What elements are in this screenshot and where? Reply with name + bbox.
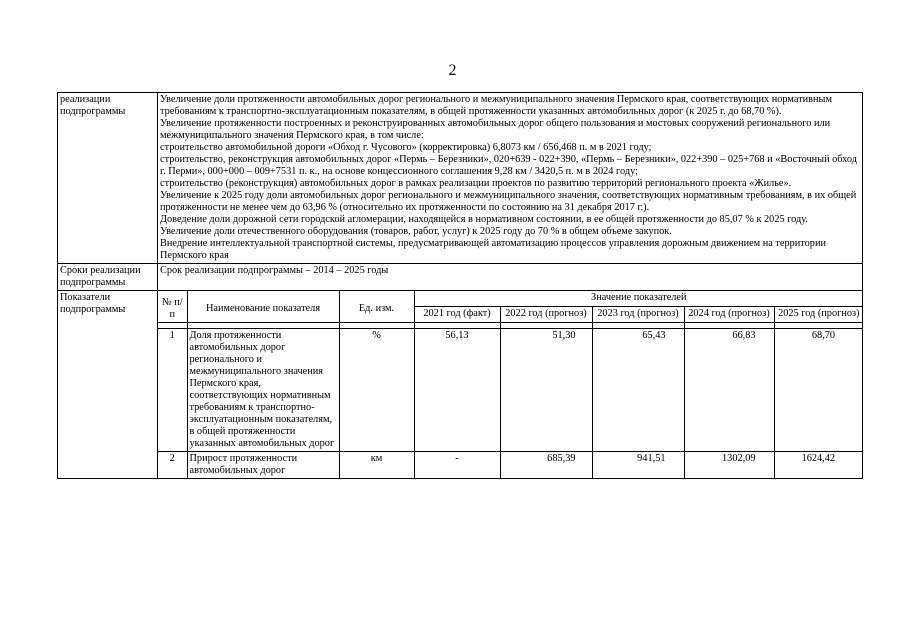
row-value: 1624,42 — [774, 452, 863, 479]
row-value: 941,51 — [592, 452, 684, 479]
header-year: 2023 год (прогноз) — [592, 306, 684, 322]
row-unit: км — [339, 452, 414, 479]
goals-paragraph: Увеличение к 2025 году доли автомобильных дорог регионального и межмуниципального значения, соответствующих нормативным требованиям, в их общей протяженности не менее чем до 63,96 % (относительно их протяженности по состоянию на 31 декабря 2017 г.). — [160, 190, 857, 213]
table-row — [158, 329, 863, 452]
header-num: № п/п — [158, 291, 187, 323]
row-value: 65,43 — [592, 329, 684, 452]
header-year: 2025 год (прогноз) — [774, 306, 863, 322]
header-year: 2022 год (прогноз) — [500, 306, 592, 322]
goals-row — [58, 93, 863, 264]
row-name: Доля протяженности автомобильных дорог регионального и межмуниципального значения Пермского края, соответствующих нормативным требованиям к транспортно-эксплуатационным показателям, в общей протяженности указанных автомобильных дорог — [187, 329, 339, 452]
goals-label: реализации подпрограммы — [58, 93, 158, 264]
header-row-group — [158, 291, 863, 306]
header-name: Наименование показателя — [187, 291, 339, 323]
page-number: 2 — [448, 62, 457, 79]
goals-paragraph: Увеличение доли протяженности автомобильных дорог регионального и межмуниципального значения Пермского края, соответствующих нормативным требованиям к транспортно-эксплуатационным показателям, в общей протяженности указанных автомобильных дорог (к 2025 г. до 68,70 %). — [160, 94, 832, 117]
header-year: 2024 год (прогноз) — [684, 306, 774, 322]
goals-paragraph: Увеличение доли отечественного оборудования (товаров, работ, услуг) к 2025 году до 70 % в общем объеме закупок. — [160, 226, 672, 237]
row-num: 2 — [158, 452, 187, 479]
row-num: 1 — [158, 329, 187, 452]
indicators-table — [158, 291, 863, 478]
table-row — [158, 452, 863, 479]
row-value: 1302,09 — [684, 452, 774, 479]
row-value: 66,83 — [684, 329, 774, 452]
goals-paragraph: строительство автомобильной дороги «Обход г. Чусового» (корректировка) 6,8073 км / 656,468 п. м в 2021 году; — [160, 142, 652, 153]
goals-paragraph: строительство, реконструкция автомобильных дорог «Пермь – Березники», 020+639 - 022+390, «Пермь – Березники», 022+390 – 025+768 и «Восточный обход г. Перми», 000+000 – 009+7531 п. к., на основе концессионного соглашения 9,28 км / 3420,5 п. м в 2024 году; — [160, 154, 857, 177]
indicators-label: Показатели подпрограммы — [58, 291, 158, 479]
period-text: Срок реализации подпрограммы – 2014 – 2025 годы — [158, 264, 863, 291]
goals-paragraph: строительство (реконструкция) автомобильных дорог в рамках реализации проектов по развитию территорий регионального проекта «Жилье». — [160, 178, 792, 189]
goals-paragraph: Увеличение протяженности построенных и реконструированных автомобильных дорог общего пользования и мостовых сооружений регионального или межмуниципального значения Пермского края, в том числе: — [160, 118, 831, 141]
row-unit: % — [339, 329, 414, 452]
goals-paragraph: Внедрение интеллектуальной транспортной системы, предусматривающей автоматизацию процессов управления дорожным движением на территории Пермского края — [160, 238, 826, 261]
period-row — [58, 264, 863, 291]
header-unit: Ед. изм. — [339, 291, 414, 323]
row-value: - — [414, 452, 500, 479]
row-value: 685,39 — [500, 452, 592, 479]
goals-text — [158, 93, 863, 264]
row-value: 51,30 — [500, 329, 592, 452]
row-value: 56,13 — [414, 329, 500, 452]
period-label: Сроки реализации подпрограммы — [58, 264, 158, 291]
row-value: 68,70 — [774, 329, 863, 452]
goals-paragraph: Доведение доли дорожной сети городской агломерации, находящейся в нормативном состоянии, в ее общей протяженности до 85,07 % к 2025 году. — [160, 214, 808, 225]
passport-table — [57, 92, 863, 479]
indicators-cell — [158, 291, 863, 479]
indicators-row — [58, 291, 863, 479]
header-values-group: Значение показателей — [414, 291, 863, 306]
row-name: Прирост протяженности автомобильных дорог — [187, 452, 339, 479]
header-year: 2021 год (факт) — [414, 306, 500, 322]
